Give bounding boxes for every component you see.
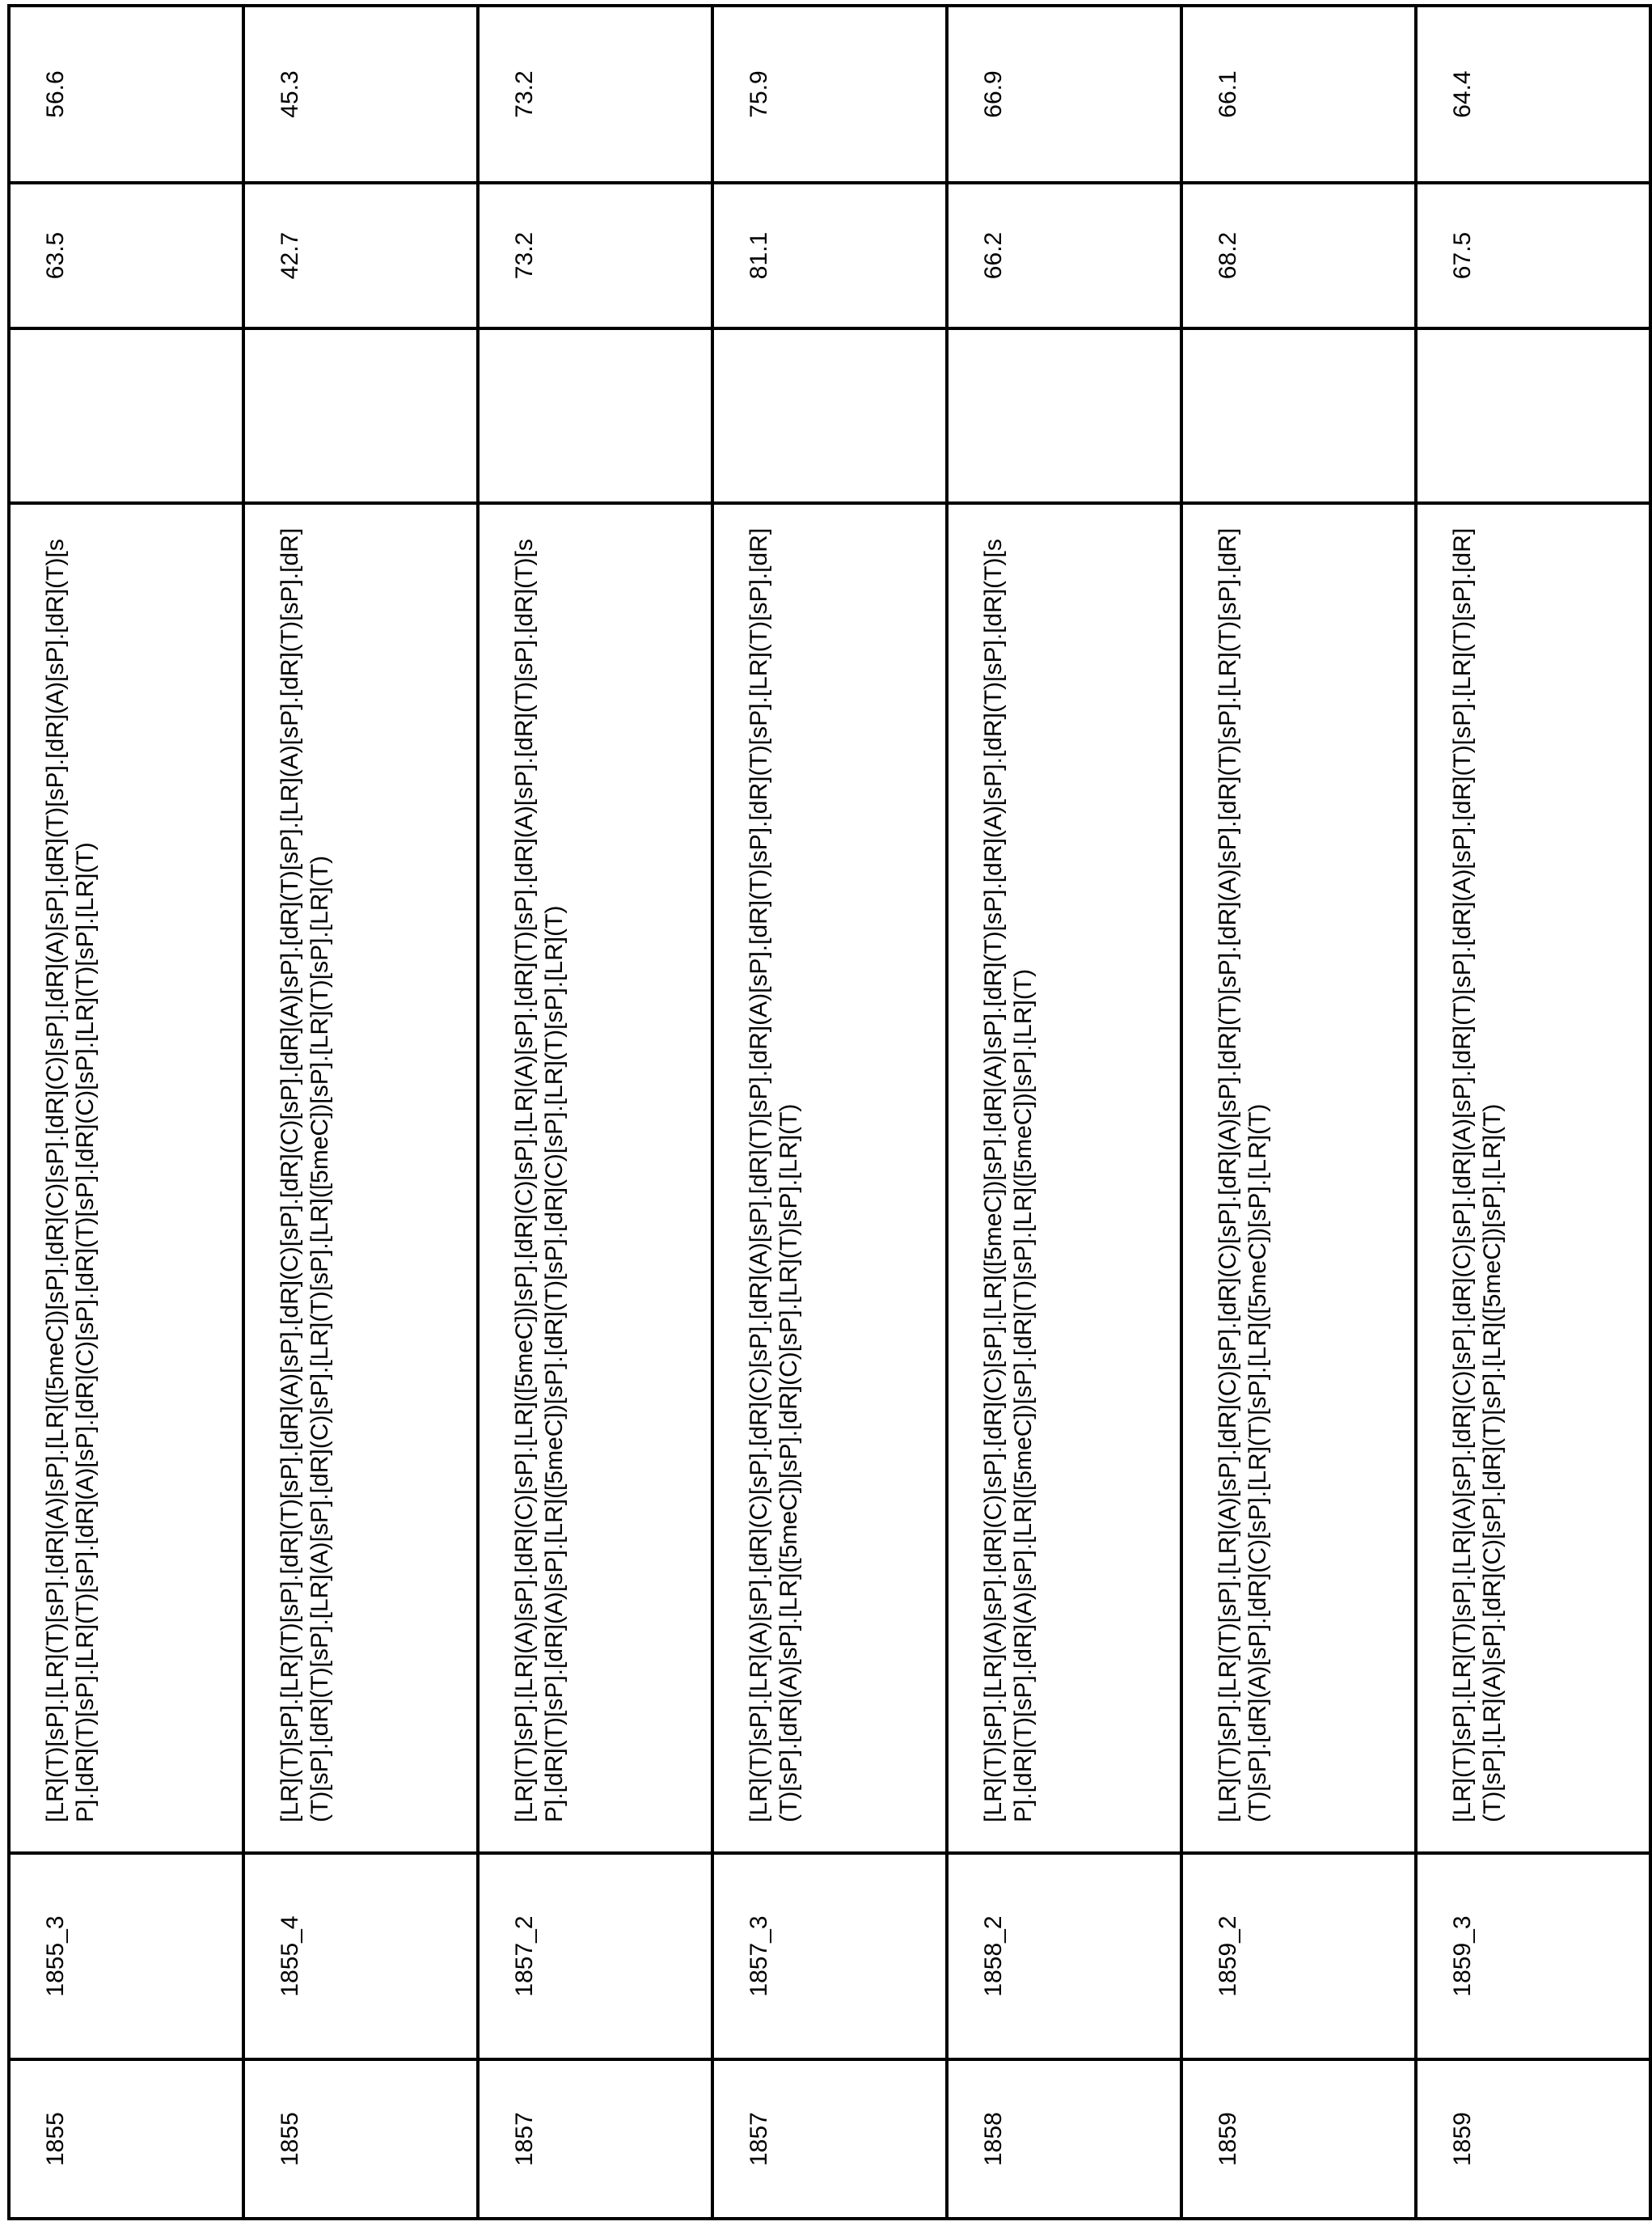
value-cell-1: 68.2 xyxy=(1181,183,1416,328)
value-cell-1: 67.5 xyxy=(1416,183,1650,328)
empty-cell xyxy=(947,328,1181,503)
empty-cell xyxy=(1416,328,1650,503)
id-cell: 1855 xyxy=(243,2059,478,2219)
compound-cell: 1855_4 xyxy=(243,1853,478,2059)
compound-cell: 1859_3 xyxy=(1416,1853,1650,2059)
compound-cell: 1857_2 xyxy=(478,1853,712,2059)
empty-cell xyxy=(478,328,712,503)
data-table xyxy=(7,4,1652,2220)
id-cell: 1857 xyxy=(712,2059,947,2219)
table-body xyxy=(9,6,1650,2219)
compound-cell: 1857_3 xyxy=(712,1853,947,2059)
sequence-cell: [LR](T)[sP].[LR](T)[sP].[LR](A)[sP].[dR](C)[sP].[dR](C)[sP].[dR](A)[sP].[dR](T)[sP].[dR](A)[sP].[dR](T)[sP].[LR](T)[sP].[dR](T)[sP].[LR](A)[sP].[dR](C)[sP].[dR](T)[sP].[LR]([5meC])[sP].[LR](T) xyxy=(1416,503,1650,1853)
id-cell: 1855 xyxy=(9,2059,243,2219)
compound-cell: 1858_2 xyxy=(947,1853,1181,2059)
id-cell: 1859 xyxy=(1416,2059,1650,2219)
empty-cell xyxy=(712,328,947,503)
sequence-cell: [LR](T)[sP].[LR](T)[sP].[dR](T)[sP].[dR](A)[sP].[dR](C)[sP].[dR](C)[sP].[dR](A)[sP].[dR](T)[sP].[LR](A)[sP].[dR](T)[sP].[dR](T)[sP].[dR](T)[sP].[LR](A)[sP].[dR](C)[sP].[LR](T)[sP].[LR]([5meC])[sP].[LR](T)[sP].[LR](T) xyxy=(243,503,478,1853)
value-cell-1: 81.1 xyxy=(712,183,947,328)
table-row xyxy=(478,6,712,2219)
id-cell: 1858 xyxy=(947,2059,1181,2219)
sequence-cell: [LR](T)[sP].[LR](A)[sP].[dR](C)[sP].[LR]([5meC])[sP].[dR](C)[sP].[LR](A)[sP].[dR](T)[sP].[dR](A)[sP].[dR](T)[sP].[dR](T)[sP].[dR](T)[sP].[dR](A)[sP].[LR]([5meC])[sP].[dR](T)[sP].[dR](C)[sP].[LR](T)[sP].[LR](T) xyxy=(478,503,712,1853)
sequence-cell: [LR](T)[sP].[LR](T)[sP].[LR](A)[sP].[dR](C)[sP].[dR](C)[sP].[dR](A)[sP].[dR](T)[sP].[dR](A)[sP].[dR](T)[sP].[LR](T)[sP].[dR](T)[sP].[dR](A)[sP].[dR](C)[sP].[LR](T)[sP].[LR]([5meC])[sP].[LR](T) xyxy=(1181,503,1416,1853)
rotated-page xyxy=(0,0,1421,2230)
value-cell-2: 66.9 xyxy=(947,6,1181,183)
empty-cell xyxy=(1181,328,1416,503)
sequence-cell: [LR](T)[sP].[LR](A)[sP].[dR](C)[sP].[dR](C)[sP].[dR](A)[sP].[dR](T)[sP].[dR](A)[sP].[dR](T)[sP].[dR](T)[sP].[LR](T)[sP].[dR](T)[sP].[dR](A)[sP].[LR]([5meC])[sP].[dR](C)[sP].[LR](T)[sP].[LR](T) xyxy=(712,503,947,1853)
compound-cell: 1859_2 xyxy=(1181,1853,1416,2059)
value-cell-1: 42.7 xyxy=(243,183,478,328)
table-row xyxy=(243,6,478,2219)
value-cell-1: 63.5 xyxy=(9,183,243,328)
table-row xyxy=(1416,6,1650,2219)
id-cell: 1857 xyxy=(478,2059,712,2219)
table-row xyxy=(947,6,1181,2219)
value-cell-1: 66.2 xyxy=(947,183,1181,328)
table-row xyxy=(9,6,243,2219)
table-row xyxy=(1181,6,1416,2219)
sequence-cell: [LR](T)[sP].[LR](T)[sP].[dR](A)[sP].[LR]([5meC])[sP].[dR](C)[sP].[dR](C)[sP].[dR](A)[sP].[dR](T)[sP].[dR](A)[sP].[dR](T)[sP].[dR](T)[sP].[LR](T)[sP].[dR](A)[sP].[dR](C)[sP].[dR](T)[sP].[dR](C)[sP].[LR](T)[sP].[LR](T) xyxy=(9,503,243,1853)
id-cell: 1859 xyxy=(1181,2059,1416,2219)
value-cell-2: 66.1 xyxy=(1181,6,1416,183)
compound-cell: 1855_3 xyxy=(9,1853,243,2059)
empty-cell xyxy=(243,328,478,503)
value-cell-2: 56.6 xyxy=(9,6,243,183)
sequence-cell: [LR](T)[sP].[LR](A)[sP].[dR](C)[sP].[dR](C)[sP].[LR]([5meC])[sP].[dR](A)[sP].[dR](T)[sP].[dR](A)[sP].[dR](T)[sP].[dR](T)[sP].[dR](T)[sP].[dR](A)[sP].[LR]([5meC])[sP].[dR](T)[sP].[LR]([5meC])[sP].[LR](T) xyxy=(947,503,1181,1853)
value-cell-2: 64.4 xyxy=(1416,6,1650,183)
table-row xyxy=(712,6,947,2219)
value-cell-2: 75.9 xyxy=(712,6,947,183)
empty-cell xyxy=(9,328,243,503)
value-cell-2: 73.2 xyxy=(478,6,712,183)
value-cell-1: 73.2 xyxy=(478,183,712,328)
value-cell-2: 45.3 xyxy=(243,6,478,183)
